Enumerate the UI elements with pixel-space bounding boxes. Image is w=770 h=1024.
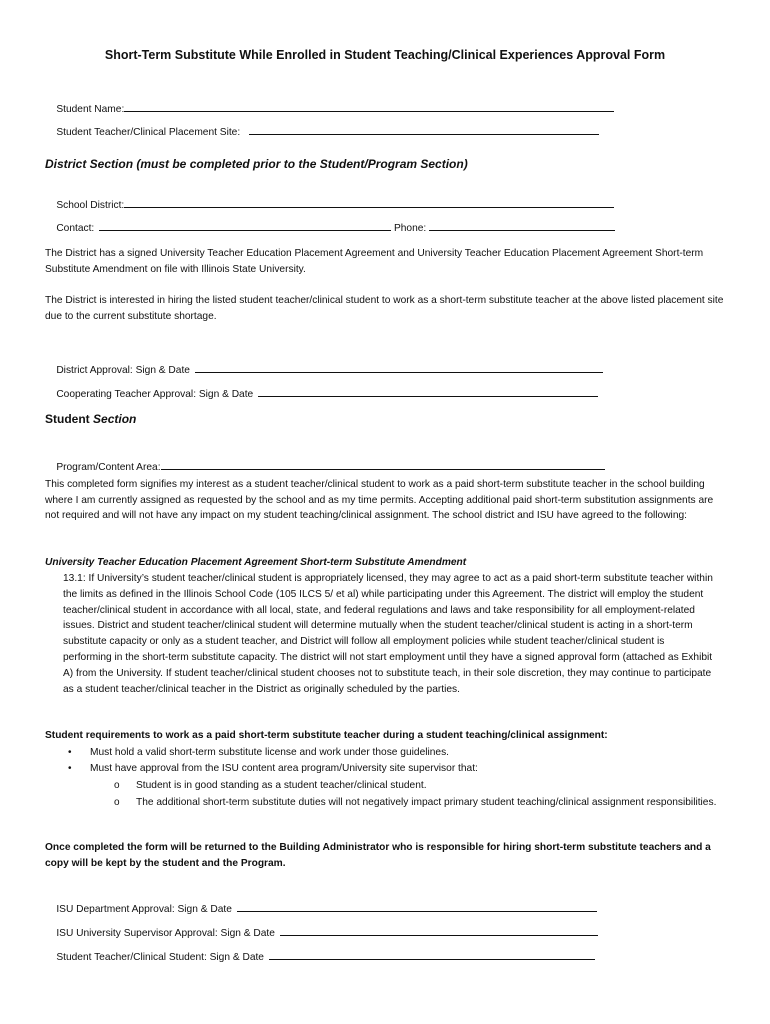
- student-signature-label: Student Teacher/Clinical Student: Sign & Date: [56, 952, 264, 963]
- cooperating-approval-field[interactable]: [258, 386, 598, 397]
- district-approval-label: District Approval: Sign & Date: [56, 365, 190, 376]
- student-heading-plain: Student: [45, 412, 90, 426]
- requirement-text: Must have approval from the ISU content area program/University site supervisor that:: [90, 763, 478, 774]
- phone-field[interactable]: [429, 220, 615, 231]
- sub-bullet-glyph: o: [114, 797, 120, 808]
- district-section-heading: District Section (must be completed prior to the Student/Program Section): [45, 157, 468, 171]
- district-agreement-paragraph: The District has a signed University Teacher Education Placement Agreement and University Teacher Education Placement Agreement Short-term Substitute Amendment on file with Illinois State University.: [45, 248, 704, 275]
- sub-requirement-item: [114, 795, 726, 810]
- student-name-label: Student Name:: [56, 104, 125, 115]
- student-signature-field[interactable]: [269, 949, 595, 960]
- requirements-heading: Student requirements to work as a paid short-term substitute teacher during a student teaching/clinical assignment:: [45, 730, 608, 741]
- contact-row: [45, 207, 615, 248]
- district-interest-paragraph: The District is interested in hiring the listed student teacher/clinical student to work as a short-term substitute teacher at the above listed placement site due to the current substitute shortage.: [45, 295, 724, 322]
- district-approval-field[interactable]: [195, 362, 603, 373]
- contact-field[interactable]: [99, 220, 391, 231]
- placement-site-row: [45, 111, 599, 152]
- sub-requirement-text: The additional short-term substitute duties will not negatively impact primary student teaching/clinical assignment responsibilities.: [136, 797, 717, 808]
- amendment-text: 13.1: If University’s student teacher/clinical student is appropriately licensed, they may agree to act as a paid short-term substitute teacher within the limits as defined in the Illinois School Code (105 ILCS 5/ et al) while participating under this Agreement. The district will employ the student teacher/clinical student in accordance with all local, state, and federal regulations and laws and take responsibility for all employment-related issues. District and student teacher/clinical student will determine mutually when the student teacher/clinical student is acting in a short-term substitute capacity or only as a student teacher, and District will follow all employment policies while student teacher/clinical student is performing in the short-term substitute capacity. The district will not start employment until they have a signed approval form (attached as Exhibit A) from the University. If student teacher/clinical student chooses not to substitute teach, in their sole discretion, they may continue to participate as a student teacher/clinical teacher in the District as originally scheduled by the parties.: [63, 573, 713, 695]
- amendment-heading: University Teacher Education Placement Agreement Short-term Substitute Amendment: [45, 557, 467, 568]
- isu-department-label: ISU Department Approval: Sign & Date: [56, 904, 232, 915]
- student-interest-paragraph: This completed form signifies my interest as a student teacher/clinical student to work as a paid short-term substitute teacher in the school building where I am currently assigned as requested by the school and as my time permits. Accepting additional paid short-term substitution assignments are not required and will not have any impact on my student teaching/clinical assignment. The school district and ISU have agreed to the following:: [45, 479, 714, 521]
- phone-label: Phone:: [393, 223, 427, 234]
- program-area-field[interactable]: [161, 459, 605, 470]
- cooperating-approval-label: Cooperating Teacher Approval: Sign & Date: [56, 389, 254, 400]
- isu-department-field[interactable]: [237, 901, 597, 912]
- requirement-text: Must hold a valid short-term substitute license and work under those guidelines.: [90, 747, 450, 758]
- placement-site-label: Student Teacher/Clinical Placement Site:: [56, 127, 241, 138]
- bullet-glyph: •: [68, 747, 72, 758]
- bullet-glyph: •: [68, 763, 72, 774]
- isu-supervisor-label: ISU University Supervisor Approval: Sign & Date: [56, 928, 275, 939]
- sub-requirement-text: Student is in good standing as a student teacher/clinical student.: [136, 780, 427, 791]
- sub-requirement-item: [114, 779, 726, 793]
- form-title: Short-Term Substitute While Enrolled in Student Teaching/Clinical Experiences Approval Form: [104, 48, 666, 62]
- requirement-item: [68, 746, 450, 760]
- cooperating-approval-row: [45, 373, 598, 414]
- student-heading-italic: Section: [93, 412, 137, 426]
- placement-site-field[interactable]: [249, 124, 599, 135]
- program-area-label: Program/Content Area:: [56, 462, 161, 473]
- student-section-heading: [45, 412, 136, 426]
- closing-instructions: Once completed the form will be returned to the Building Administrator who is responsible for hiring short-term substitute teachers and a copy will be kept by the student and the Program.: [45, 842, 711, 869]
- student-signature-row: [45, 936, 595, 977]
- sub-bullet-glyph: o: [114, 780, 120, 791]
- contact-label: Contact:: [56, 223, 95, 234]
- isu-supervisor-field[interactable]: [280, 925, 598, 936]
- school-district-label: School District:: [56, 200, 125, 211]
- requirement-item: [68, 762, 478, 776]
